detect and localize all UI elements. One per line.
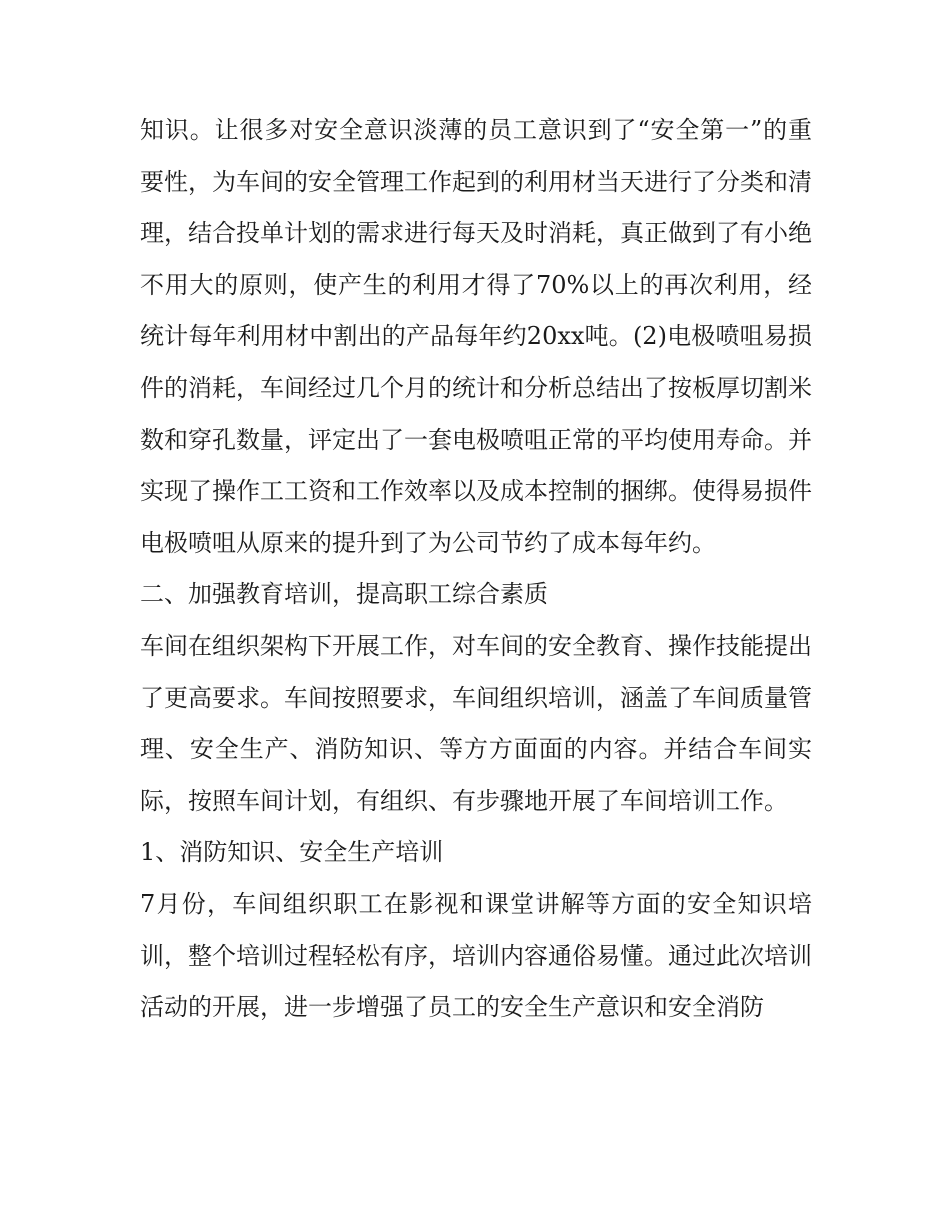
section-heading-training: 二、加强教育培训，提高职工综合素质: [140, 580, 548, 609]
paragraph-training-overview: 车间在组织架构下开展工作，对车间的安全教育、操作技能提出了更高要求。车间按照要求，车间组织培训，涵盖了车间质量管理、安全生产、消防知识、等方方面面的内容。并结合车间实际，按照车间计划，有组织、有步骤地开展了车间培训工作。: [140, 631, 812, 815]
paragraph-waste-material: 知识。让很多对安全意识淡薄的员工意识到了“安全第一”的重要性，为车间的安全管理工作起到的利用材当天进行了分类和清理，结合投单计划的需求进行每天及时消耗，真正做到了有小绝不用大的原则，使产生的利用才得了70%以上的再次利用，经统计每年利用材中割出的产品每年约20xx吨。(2)电极喷咀易损件的消耗，车间经过几个月的统计和分析总结出了按板厚切割米数和穿孔数量，评定出了一套电极喷咀正常的平均使用寿命。并实现了操作工工资和工作效率以及成本控制的捆绑。使得易损件电极喷咀从原来的提升到了为公司节约了成本每年约。: [140, 116, 812, 557]
subsection-heading-fire-safety: 1、消防知识、安全生产培训: [140, 838, 444, 867]
paragraph-july-training: 7月份，车间组织职工在影视和课堂讲解等方面的安全知识培训，整个培训过程轻松有序，培训内容通俗易懂。通过此次培训活动的开展，进一步增强了员工的安全生产意识和安全消防: [140, 889, 812, 1022]
document-body: [140, 105, 812, 1034]
